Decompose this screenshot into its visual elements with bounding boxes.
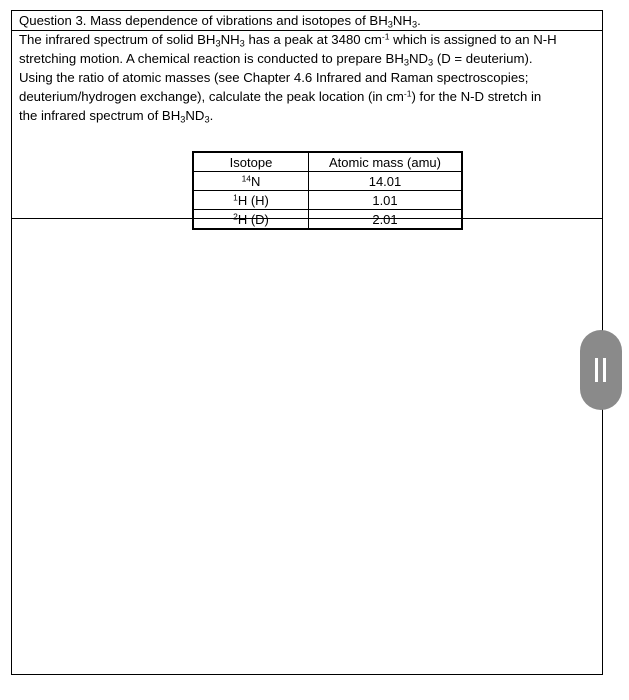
mass-cell: 14.01 (309, 172, 463, 191)
subscript: 3 (387, 19, 393, 30)
table-header-isotope: Isotope (193, 152, 309, 172)
isotope-cell: $^{14}$N (193, 172, 309, 191)
question-line-1: The infrared spectrum of solid $BH_3NH_3$ has a peak at 3480 $cm^{-1}$ which is assigned to an N-H (19, 31, 557, 49)
table-header-row (193, 152, 462, 172)
title-text: NH (392, 13, 412, 28)
title-text: Question 3. Mass dependence of vibrations and isotopes of BH (19, 13, 388, 28)
table-row (193, 210, 462, 230)
resize-handle[interactable] (580, 330, 622, 410)
title-text: . (417, 13, 421, 28)
question-title (12, 11, 602, 31)
question-box (11, 10, 603, 675)
table-row (193, 191, 462, 210)
isotope-cell: $^1$H (H) (193, 191, 309, 210)
table-row (193, 172, 462, 191)
mass-cell: 2.01 (309, 210, 463, 230)
subscript: 3 (411, 19, 418, 30)
question-body (12, 30, 602, 227)
isotope-cell: $^2$H (D) (193, 210, 309, 230)
question-line-3: Using the ratio of atomic masses (see Chapter 4.6 Infrared and Raman spectroscopies; (19, 70, 529, 85)
question-line-2: stretching motion. A chemical reaction is conducted to prepare $BH_3ND_3$ (D = deuterium). (19, 51, 533, 68)
mass-cell: 1.01 (309, 191, 463, 210)
grip-line-icon (603, 358, 606, 382)
question-line-4: deuterium/hydrogen exchange), calculate the peak location (in $cm^{-1}$) for the N-D stretch in (19, 88, 542, 104)
isotope-table (192, 151, 463, 230)
grip-line-icon (595, 358, 598, 382)
table-header-mass: Atomic mass (amu) (309, 152, 463, 172)
question-line-5: the infrared spectrum of $BH_3ND_3$. (19, 108, 214, 125)
